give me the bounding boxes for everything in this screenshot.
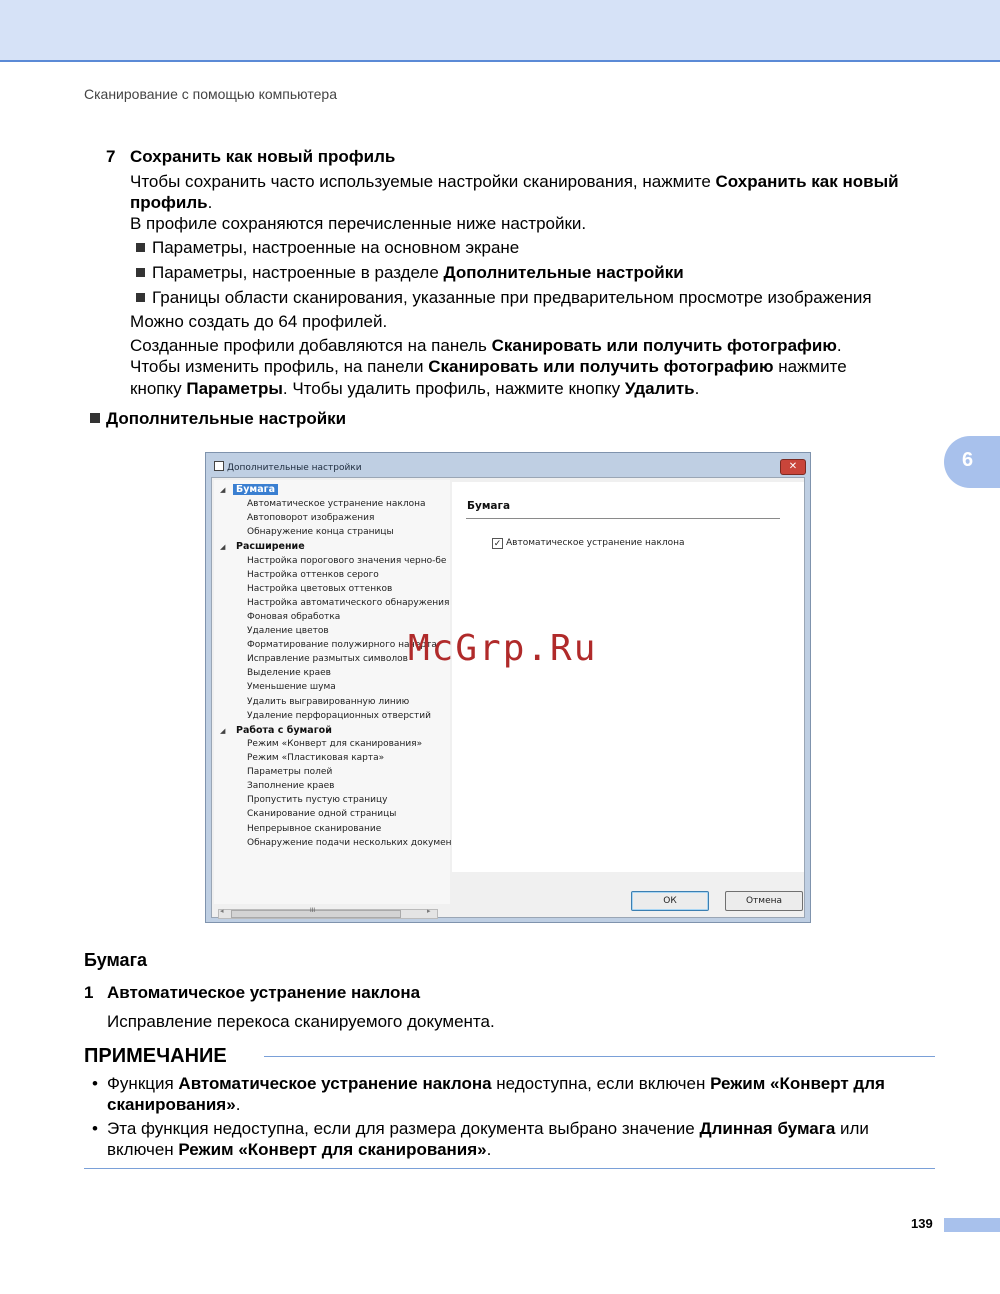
step-7-paragraph-4 (130, 335, 842, 356)
text: Границы области сканирования, указанные при предварительном просмотре изображения (152, 288, 872, 307)
bullet-square-icon (90, 413, 100, 423)
paper-heading: Бумага (84, 950, 148, 970)
text: Чтобы изменить профиль, на панели (130, 357, 429, 376)
text: Дополнительные настройки (227, 463, 362, 473)
bold-text: Сканировать или получить фотографию (491, 336, 837, 355)
cancel-button[interactable]: Отмена (725, 891, 803, 911)
note-item-2-cont (107, 1139, 491, 1160)
text: Чтобы сохранить часто используемые настройки сканирования, нажмите (130, 172, 716, 191)
tree-item[interactable]: Фоновая обработка (247, 611, 341, 622)
note-rule-top (264, 1056, 935, 1057)
text: нажмите (773, 357, 847, 376)
settings-tree (214, 480, 450, 904)
step-7-paragraph-6 (130, 378, 699, 399)
note-rule-bottom (84, 1168, 935, 1169)
bullet-2 (136, 262, 684, 283)
expand-arrow-icon[interactable]: ◢ (220, 726, 226, 735)
note-item-1-cont (107, 1094, 240, 1115)
text: . (235, 1095, 241, 1114)
step-7-paragraph-3: Можно создать до 64 профилей. (130, 312, 388, 331)
text: Параметры, настроенные в разделе (152, 263, 444, 282)
bold-text: Параметры (186, 379, 283, 398)
step-7-paragraph-2: В профиле сохраняются перечисленные ниже настройки. (130, 214, 587, 233)
panel-divider (466, 518, 780, 519)
note-bullet-icon: • (92, 1119, 98, 1138)
text: включен (107, 1140, 179, 1159)
dialog-title (214, 461, 362, 473)
step-7-title: Сохранить как новый профиль (130, 147, 396, 166)
tree-item[interactable]: Автоматическое устранение наклона (247, 499, 426, 509)
page-number-bar (944, 1218, 1000, 1232)
note-heading: ПРИМЕЧАНИЕ (84, 1045, 227, 1067)
bold-text: Сохранить как новый (715, 172, 899, 191)
text: . (486, 1140, 492, 1159)
text: Параметры, настроенные на основном экране (152, 238, 520, 257)
tree-item[interactable]: Сканирование одной страницы (247, 809, 397, 820)
auto-deskew-checkbox[interactable]: ✓ (493, 538, 502, 548)
text: Функция (107, 1074, 179, 1093)
text: кнопку (130, 379, 187, 398)
step-1-title: Автоматическое устранение наклона (107, 983, 421, 1002)
bold-text: Режим «Конверт для (710, 1074, 885, 1093)
tree-item[interactable]: Обнаружение подачи нескольких докумен (247, 837, 452, 848)
dialog-body (211, 477, 805, 918)
app-icon (214, 461, 224, 471)
scroll-right-icon[interactable]: ▸ (427, 908, 431, 915)
step-1-text: Исправление перекоса сканируемого документа. (107, 1012, 495, 1031)
bullet-1 (136, 237, 519, 258)
tree-item[interactable]: Настройка порогового значения черно-бе (247, 555, 447, 566)
bold-text: Режим «Конверт для сканирования» (178, 1140, 487, 1159)
tree-item[interactable]: Исправление размытых символов (247, 654, 408, 665)
tree-item[interactable]: Параметры полей (247, 767, 333, 778)
settings-panel (452, 482, 804, 872)
text: Дополнительные настройки (106, 409, 347, 428)
grip-icon: III (310, 908, 316, 914)
note-item-2 (107, 1118, 869, 1139)
watermark: McGrp.Ru (408, 628, 598, 669)
ok-button[interactable]: ОК (631, 891, 709, 911)
tree-item[interactable]: Автоповорот изображения (247, 513, 375, 524)
horizontal-scrollbar[interactable] (218, 909, 438, 919)
step-1-number: 1 (84, 983, 94, 1002)
tree-item[interactable]: Непрерывное сканирование (247, 823, 382, 834)
tree-item[interactable]: Заполнение краев (247, 781, 335, 792)
note-item-1 (107, 1073, 885, 1094)
bold-text: Сканировать или получить фотографию (428, 357, 774, 376)
text: или (835, 1119, 869, 1138)
step-7-paragraph-1-cont (130, 192, 212, 213)
tree-item[interactable]: Уменьшение шума (247, 682, 336, 693)
step-7-paragraph-5 (130, 356, 847, 377)
tree-item[interactable]: Режим «Пластиковая карта» (247, 753, 385, 763)
text: недоступна, если включен (491, 1074, 711, 1093)
tree-item[interactable]: Обнаружение конца страницы (247, 527, 394, 538)
tree-category[interactable]: Расширение (236, 541, 305, 553)
panel-title: Бумага (467, 500, 511, 512)
tree-item[interactable]: Удалить выгравированную линию (247, 696, 410, 707)
bold-text: Длинная бумага (699, 1119, 836, 1138)
advanced-settings-dialog (205, 452, 811, 923)
bold-text: Автоматическое устранение наклона (178, 1074, 492, 1093)
tree-category[interactable]: Бумага (233, 484, 278, 495)
tree-item[interactable]: Настройка цветовых оттенков (247, 583, 393, 594)
step-7-paragraph-1 (130, 171, 899, 192)
text: . (694, 379, 700, 398)
tree-item[interactable]: Пропустить пустую страницу (247, 795, 388, 806)
tree-item[interactable]: Удаление перфорационных отверстий (247, 710, 431, 721)
expand-arrow-icon[interactable]: ◢ (220, 543, 226, 552)
bold-text: Удалить (624, 379, 695, 398)
bold-text: сканирования» (107, 1095, 236, 1114)
scroll-left-icon[interactable]: ◂ (220, 908, 224, 915)
chapter-number: 6 (962, 449, 974, 471)
running-head: Сканирование с помощью компьютера (84, 86, 337, 102)
text: Созданные профили добавляются на панель (130, 336, 492, 355)
expand-arrow-icon[interactable]: ◢ (220, 486, 226, 494)
note-bullet-icon: • (92, 1074, 98, 1093)
text: . Чтобы удалить профиль, нажмите кнопку (282, 379, 625, 398)
bold-text: Дополнительные настройки (443, 263, 684, 282)
bullet-square-icon (136, 293, 145, 302)
bullet-square-icon (136, 243, 145, 252)
tree-item[interactable]: Настройка автоматического обнаружения (247, 597, 450, 608)
tree-category[interactable]: Работа с бумагой (236, 724, 332, 736)
tree-item[interactable]: Режим «Конверт для сканирования» (247, 738, 423, 749)
chapter-tab (944, 436, 1000, 488)
page-number: 139 (911, 1216, 933, 1231)
tree-item[interactable]: Настройка оттенков серого (247, 569, 379, 580)
tree-item[interactable]: Удаление цветов (247, 626, 329, 636)
section-heading (90, 408, 346, 429)
bullet-3 (136, 287, 872, 308)
step-7-number: 7 (106, 147, 116, 166)
bullet-square-icon (136, 268, 145, 277)
text: . (207, 193, 213, 212)
scrollbar-thumb[interactable] (231, 910, 401, 918)
auto-deskew-label[interactable]: Автоматическое устранение наклона (506, 538, 685, 548)
text: . (836, 336, 842, 355)
text: Эта функция недоступна, если для размера документа выбрано значение (107, 1119, 700, 1138)
header-band (0, 0, 1000, 62)
close-icon[interactable]: ✕ (780, 459, 806, 475)
tree-item[interactable]: Форматирование полужирного начерта (247, 640, 437, 651)
tree-item[interactable]: Выделение краев (247, 668, 331, 679)
bold-text: профиль (130, 193, 208, 212)
